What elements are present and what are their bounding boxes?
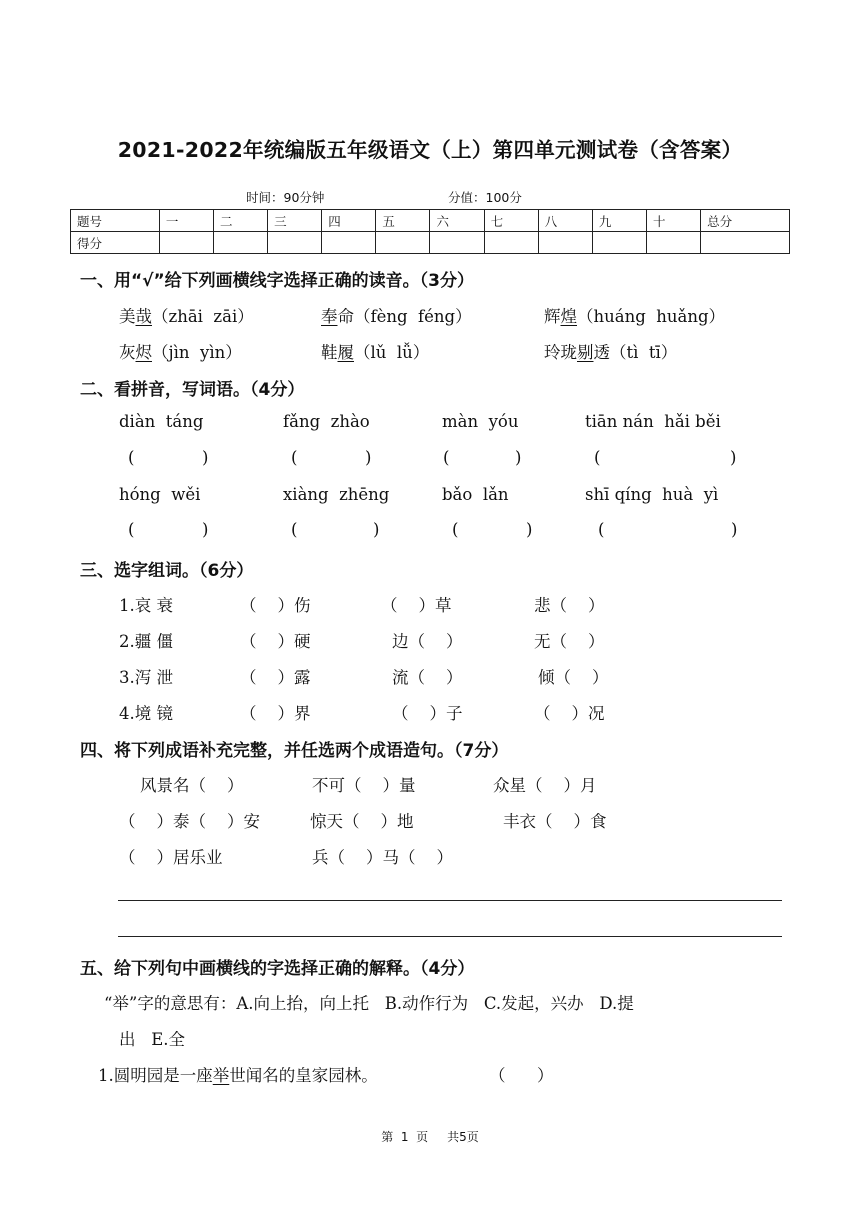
underlined-char: 哉 <box>135 307 152 326</box>
score-cell[interactable] <box>213 232 267 254</box>
header-cell: 六 <box>430 210 484 232</box>
pinyin-prompt: fǎng zhào <box>283 412 370 431</box>
idiom-blank[interactable]: 不可（ ）量 <box>312 776 416 795</box>
score-cell[interactable] <box>159 232 213 254</box>
header-cell: 九 <box>592 210 646 232</box>
pinyin-prompt: bǎo lǎn <box>442 485 509 504</box>
score-table-score-row <box>71 232 790 254</box>
question-text: 1.圆明园是一座 <box>98 1066 213 1085</box>
section5-heading: 五、给下列句中画横线的字选择正确的解释。（4分） <box>80 959 475 979</box>
pronunciation-item <box>119 303 254 327</box>
pronunciation-item <box>321 303 472 327</box>
score-cell[interactable] <box>592 232 646 254</box>
word-blank[interactable]: （ ）子 <box>392 704 463 723</box>
pronunciation-item <box>119 339 242 363</box>
header-cell: 三 <box>268 210 322 232</box>
item-pinyin-options[interactable]: （jìn yìn） <box>152 343 242 362</box>
idiom-blank[interactable]: 兵（ ）马（ ） <box>312 848 453 867</box>
section1-heading: 一、用“√”给下列画横线字选择正确的读音。（3分） <box>80 271 475 291</box>
answer-paren-close[interactable]: ) <box>365 448 372 467</box>
word-blank[interactable]: （ ）界 <box>240 704 311 723</box>
item-pinyin-options[interactable]: （zhāi zāi） <box>152 307 254 326</box>
exam-total-score: 分值：100分 <box>448 190 522 205</box>
header-cell: 一 <box>159 210 213 232</box>
idiom-blank[interactable]: 风景名（ ） <box>140 776 244 795</box>
score-table-header-row <box>71 210 790 232</box>
item-text: 美 <box>119 307 136 326</box>
idiom-blank[interactable]: 丰衣（ ）食 <box>503 812 607 831</box>
exam-time: 时间：90分钟 <box>246 190 325 205</box>
underlined-char: 煌 <box>560 307 577 326</box>
word-blank[interactable]: 无（ ） <box>534 632 605 651</box>
word-blank[interactable]: （ ）伤 <box>240 596 311 615</box>
answer-paren-open[interactable]: ( <box>594 448 601 467</box>
idiom-blank[interactable]: 惊天（ ）地 <box>310 812 414 831</box>
answer-paren-close[interactable]: ) <box>730 448 737 467</box>
char-pair: 4.境 镜 <box>119 704 173 723</box>
underlined-char: 举 <box>212 1066 230 1085</box>
item-text: 灰 <box>119 343 136 362</box>
header-cell: 题号 <box>71 210 160 232</box>
item-text: 辉 <box>544 307 561 326</box>
header-cell: 七 <box>484 210 538 232</box>
underlined-char: 履 <box>337 343 354 362</box>
pinyin-prompt: xiàng zhēng <box>283 485 390 504</box>
word-blank[interactable]: （ ）况 <box>534 704 605 723</box>
item-text: 玲珑 <box>544 343 577 362</box>
answer-paren-close[interactable]: ) <box>526 520 533 539</box>
pinyin-prompt: màn yóu <box>442 412 519 431</box>
score-cell[interactable] <box>430 232 484 254</box>
question-text: 世闻名的皇家园林。 <box>229 1066 378 1085</box>
pronunciation-item <box>544 303 725 327</box>
meaning-options: “举”字的意思有：A.向上抬，向上托 B.动作行为 C.发起，兴办 D.提 <box>104 994 634 1013</box>
score-cell[interactable] <box>376 232 430 254</box>
header-cell: 四 <box>322 210 376 232</box>
item-pinyin-options[interactable]: 命（fèng féng） <box>337 307 472 326</box>
page-title: 2021-2022年统编版五年级语文（上）第四单元测试卷（含答案） <box>117 138 743 162</box>
underlined-char: 烬 <box>135 343 152 362</box>
score-cell[interactable] <box>538 232 592 254</box>
section2-heading: 二、看拼音，写词语。（4分） <box>80 380 305 400</box>
pronunciation-item <box>321 339 429 363</box>
item-text: 鞋 <box>321 343 338 362</box>
answer-paren-close[interactable]: ) <box>373 520 380 539</box>
char-pair: 2.疆 僵 <box>119 632 173 651</box>
answer-paren-close[interactable]: ) <box>202 520 209 539</box>
header-cell: 八 <box>538 210 592 232</box>
section4-heading: 四、将下列成语补充完整，并任选两个成语造句。（7分） <box>80 741 509 761</box>
row-label: 得分 <box>71 232 160 254</box>
item-pinyin-options[interactable]: 透（tì tī） <box>593 343 678 362</box>
idiom-blank[interactable]: （ ）泰（ ）安 <box>119 812 260 831</box>
score-cell[interactable] <box>484 232 538 254</box>
meaning-options-cont: 出 E.全 <box>119 1030 186 1049</box>
word-blank[interactable]: 边（ ） <box>392 632 463 651</box>
score-cell[interactable] <box>322 232 376 254</box>
word-blank[interactable]: 倾（ ） <box>538 668 609 687</box>
score-table <box>70 209 790 254</box>
answer-paren-open[interactable]: ( <box>128 520 135 539</box>
answer-paren-open[interactable]: ( <box>291 448 298 467</box>
header-cell: 二 <box>213 210 267 232</box>
pinyin-prompt: diàn táng <box>119 412 204 431</box>
char-pair: 3.泻 泄 <box>119 668 173 687</box>
word-blank[interactable]: 悲（ ） <box>534 596 605 615</box>
pinyin-prompt: tiān nán hǎi běi <box>585 412 721 431</box>
answer-paren-open[interactable]: ( <box>443 448 450 467</box>
page-footer: 第 1 页 共5页 <box>381 1130 479 1144</box>
char-pair: 1.哀 衰 <box>119 596 173 615</box>
item-pinyin-options[interactable]: （lǔ lǚ） <box>354 343 430 362</box>
header-cell: 总分 <box>701 210 790 232</box>
score-cell[interactable] <box>268 232 322 254</box>
question-1 <box>98 1062 378 1086</box>
answer-paren-close[interactable]: ) <box>731 520 738 539</box>
header-cell: 五 <box>376 210 430 232</box>
score-cell[interactable] <box>646 232 700 254</box>
answer-paren-open[interactable]: ( <box>128 448 135 467</box>
item-pinyin-options[interactable]: （huáng huǎng） <box>577 307 726 326</box>
idiom-blank[interactable]: 众星（ ）月 <box>493 776 597 795</box>
answer-paren-open[interactable]: ( <box>452 520 459 539</box>
answer-blank[interactable]: （ ） <box>489 1066 554 1085</box>
section3-heading: 三、选字组词。（6分） <box>80 561 254 581</box>
answer-paren-open[interactable]: ( <box>291 520 298 539</box>
word-blank[interactable]: （ ）露 <box>240 668 311 687</box>
answer-paren-open[interactable]: ( <box>598 520 605 539</box>
word-blank[interactable]: （ ）草 <box>381 596 452 615</box>
pinyin-prompt: hóng wěi <box>119 485 201 504</box>
word-blank[interactable]: （ ）硬 <box>240 632 311 651</box>
pronunciation-item <box>544 339 677 363</box>
answer-paren-close[interactable]: ) <box>202 448 209 467</box>
score-cell[interactable] <box>701 232 790 254</box>
header-cell: 十 <box>646 210 700 232</box>
word-blank[interactable]: 流（ ） <box>392 668 463 687</box>
pinyin-prompt: shī qíng huà yì <box>585 485 719 504</box>
sentence-answer-line[interactable] <box>118 900 782 901</box>
underlined-char: 奉 <box>321 307 338 326</box>
underlined-char: 剔 <box>577 343 594 362</box>
sentence-answer-line[interactable] <box>118 936 782 937</box>
answer-paren-close[interactable]: ) <box>515 448 522 467</box>
idiom-blank[interactable]: （ ）居乐业 <box>119 848 223 867</box>
